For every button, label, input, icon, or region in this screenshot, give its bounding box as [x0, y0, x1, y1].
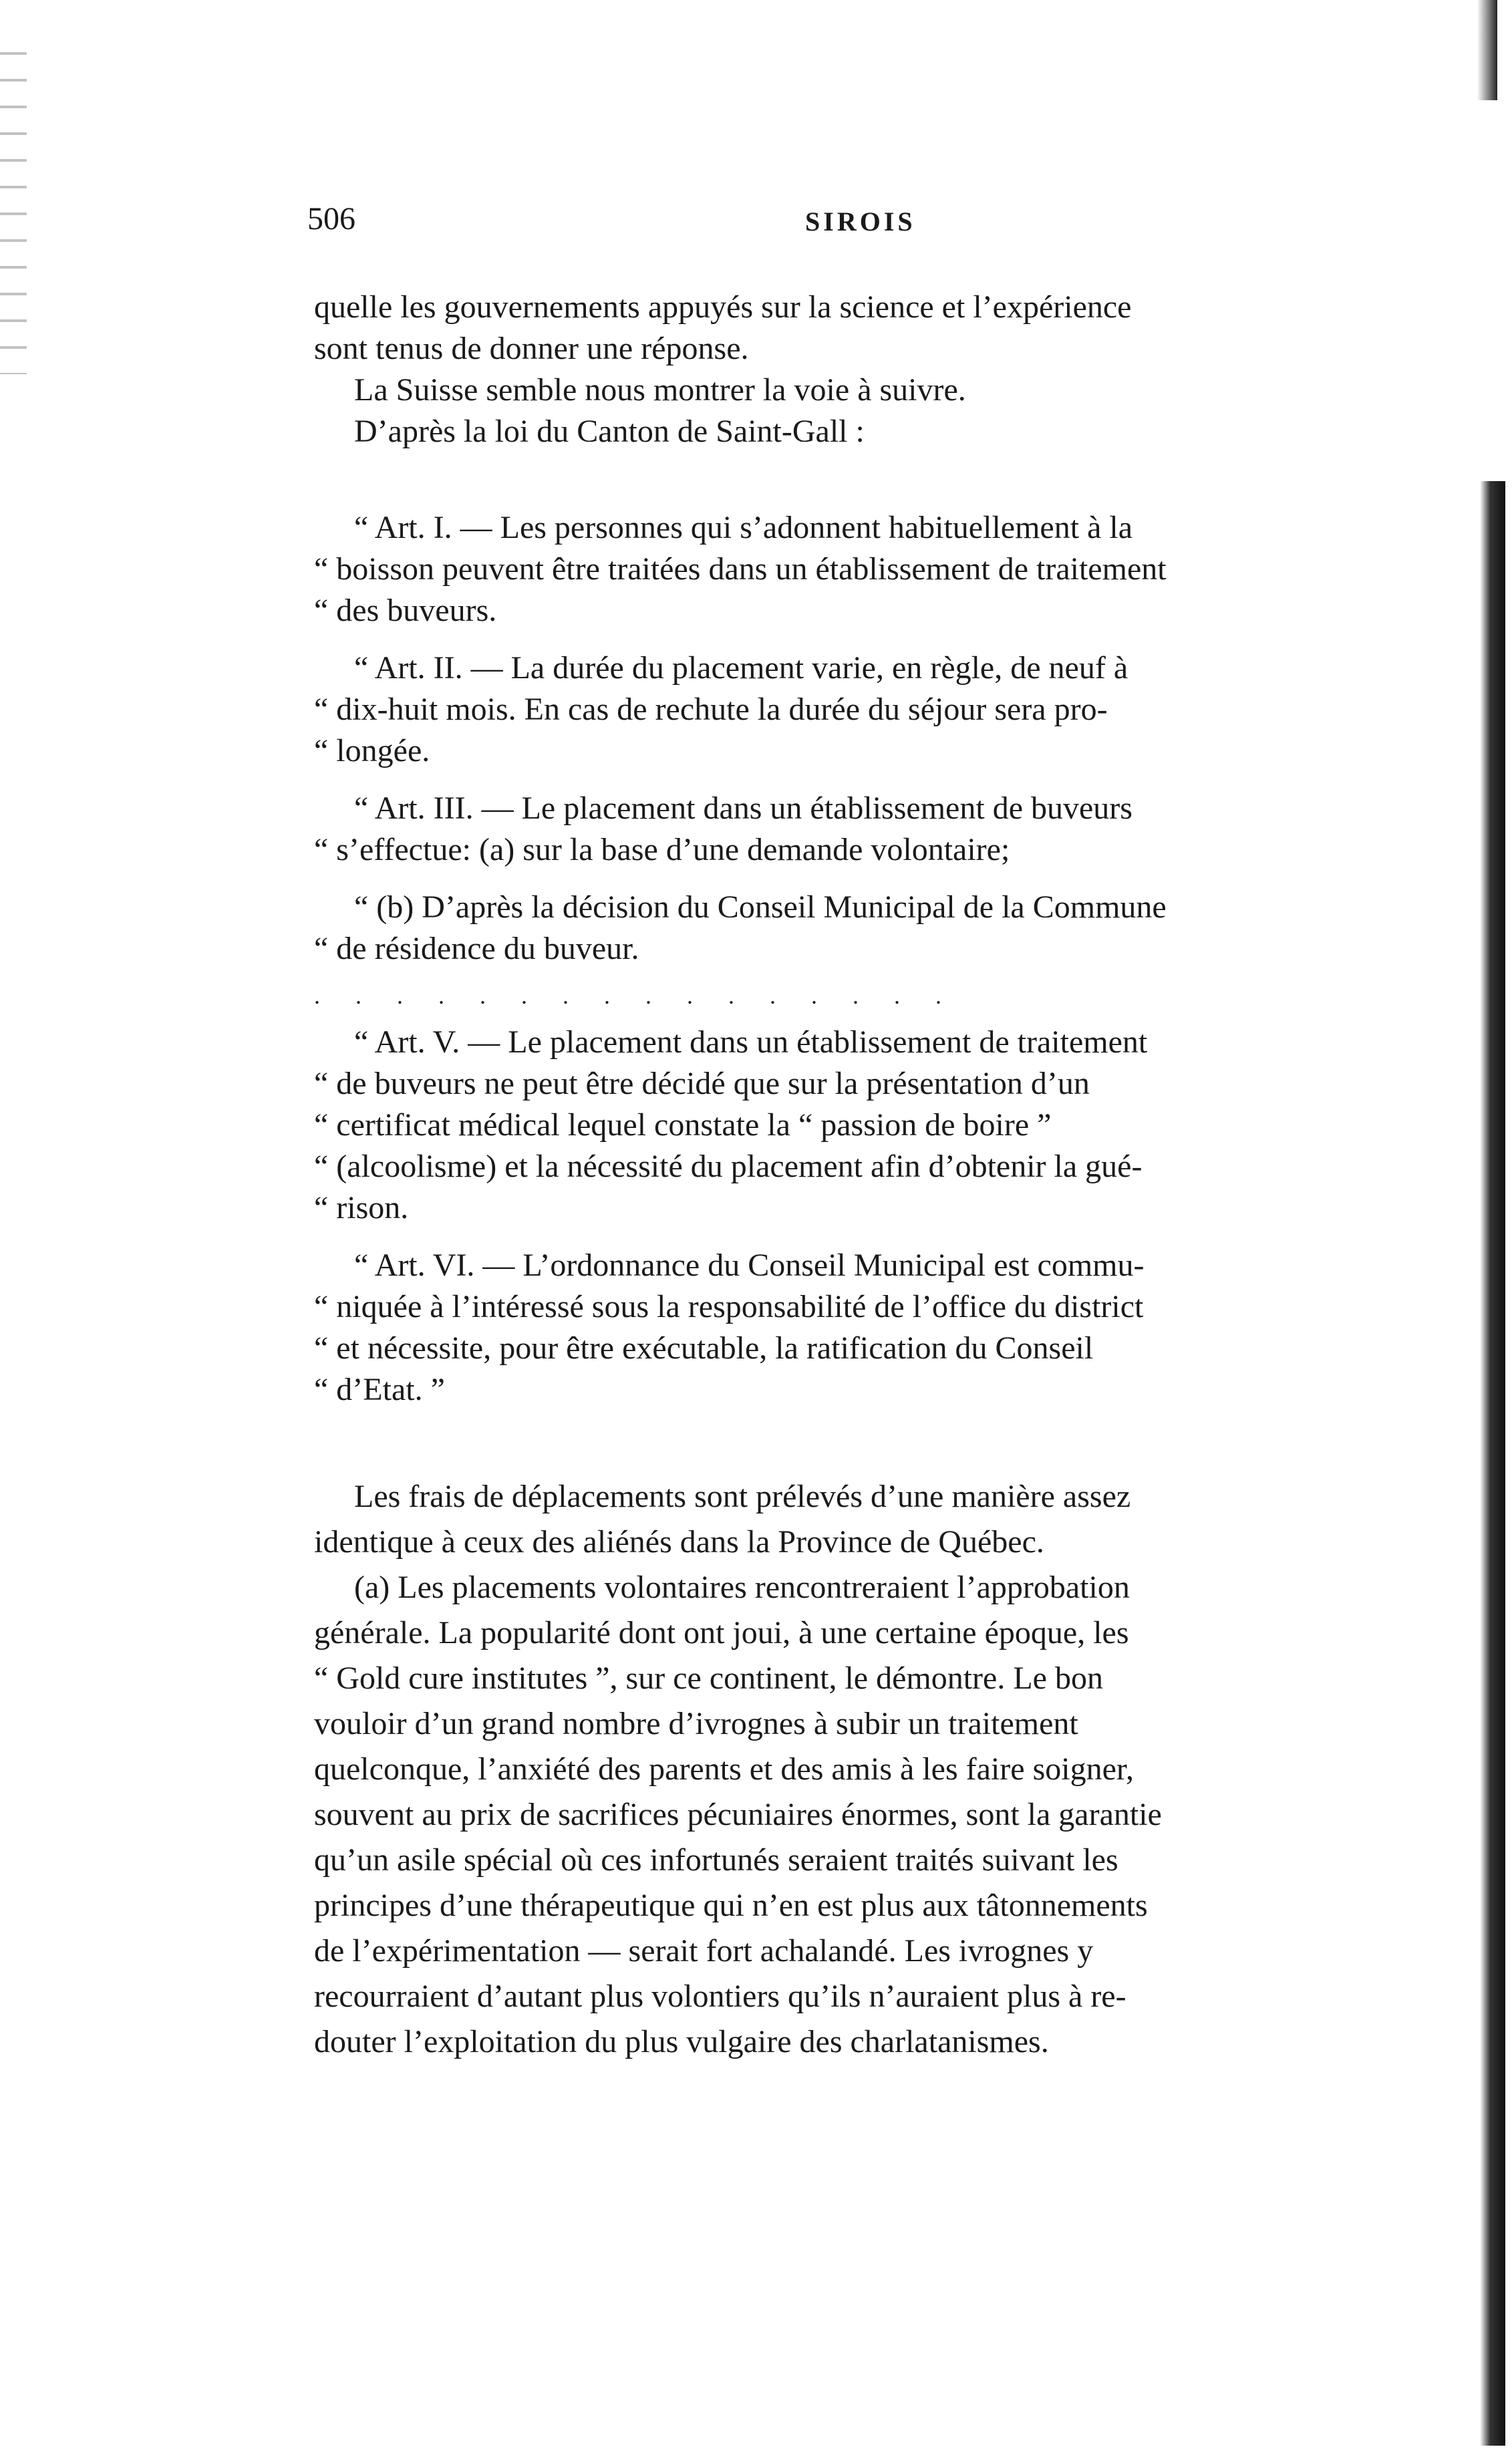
quote-line: “ niquée à l’intéressé sous la responsabilité de l’office du district [314, 1289, 1144, 1324]
quote-line: “ de résidence du buveur. [314, 931, 639, 966]
running-title: SIROIS [805, 206, 916, 237]
text-line: principes d’une thérapeutique qui n’en est plus aux tâtonnements [314, 1888, 1148, 1923]
quote-line: “ Art. III. — Le placement dans un établissement de buveurs [354, 790, 1132, 826]
text-line: “ Gold cure institutes ”, sur ce continent, le démontre. Le bon [314, 1661, 1103, 1696]
scan-edge-right [1480, 481, 1505, 2446]
quote-line: “ de buveurs ne peut être décidé que sur la présentation d’un [314, 1066, 1090, 1101]
text-line: souvent au prix de sacrifices pécuniaires énormes, sont la garantie [314, 1797, 1162, 1832]
running-head [307, 200, 1443, 254]
text-line: sont tenus de donner une réponse. [314, 331, 749, 366]
quote-line: “ et nécessite, pour être exécutable, la ratification du Conseil [314, 1330, 1094, 1366]
quote-line: “ s’effectue: (a) sur la base d’une demande volontaire; [314, 832, 1010, 867]
text-line: vouloir d’un grand nombre d’ivrognes à subir un traitement [314, 1706, 1078, 1741]
text-line: La Suisse semble nous montrer la voie à suivre. [354, 372, 966, 408]
text-line: qu’un asile spécial où ces infortunés seraient traités suivant les [314, 1842, 1118, 1878]
scan-edge-left [0, 40, 27, 374]
quote-line: “ boisson peuvent être traitées dans un établissement de traitement [314, 551, 1167, 587]
text-line: douter l’exploitation du plus vulgaire des charlatanismes. [314, 2024, 1049, 2059]
text-line: D’après la loi du Canton de Saint-Gall : [354, 414, 865, 449]
quote-line: “ des buveurs. [314, 593, 497, 628]
text-line: (a) Les placements volontaires rencontreraient l’approbation [354, 1570, 1130, 1605]
page-number: 506 [307, 201, 355, 237]
ellipsis-row: . . . . . . . . . . . . . . . . [314, 982, 956, 1009]
quote-line: “ Art. V. — Le placement dans un établissement de traitement [354, 1024, 1148, 1060]
quote-line: “ certificat médical lequel constate la “ passion de boire ” [314, 1107, 1052, 1143]
quote-line: “ (alcoolisme) et la nécessité du placement afin d’obtenir la gué- [314, 1149, 1143, 1184]
text-line: identique à ceux des aliénés dans la Province de Québec. [314, 1524, 1044, 1560]
text-line: quelle les gouvernements appuyés sur la science et l’expérience [314, 289, 1132, 325]
quote-line: “ longée. [314, 733, 430, 768]
text-line: générale. La popularité dont ont joui, à une certaine époque, les [314, 1615, 1129, 1650]
quote-line: “ Art. II. — La durée du placement varie, en règle, de neuf à [354, 650, 1128, 686]
scan-edge-right-top [1477, 0, 1497, 100]
quote-line: “ (b) D’après la décision du Conseil Municipal de la Commune [354, 889, 1167, 925]
text-line: recourraient d’autant plus volontiers qu’ils n’auraient plus à re- [314, 1979, 1126, 2014]
text-line: quelconque, l’anxiété des parents et des amis à les faire soigner, [314, 1751, 1134, 1787]
quote-line: “ Art. I. — Les personnes qui s’adonnent habituellement à la [354, 510, 1133, 545]
text-line: Les frais de déplacements sont prélevés d’une manière assez [354, 1479, 1131, 1514]
text-line: de l’expérimentation — serait fort achalandé. Les ivrognes y [314, 1933, 1094, 1969]
quote-line: “ Art. VI. — L’ordonnance du Conseil Municipal est commu- [354, 1248, 1145, 1283]
quote-line: “ d’Etat. ” [314, 1372, 445, 1407]
quote-line: “ rison. [314, 1190, 409, 1226]
quote-line: “ dix-huit mois. En cas de rechute la durée du séjour sera pro- [314, 692, 1108, 727]
